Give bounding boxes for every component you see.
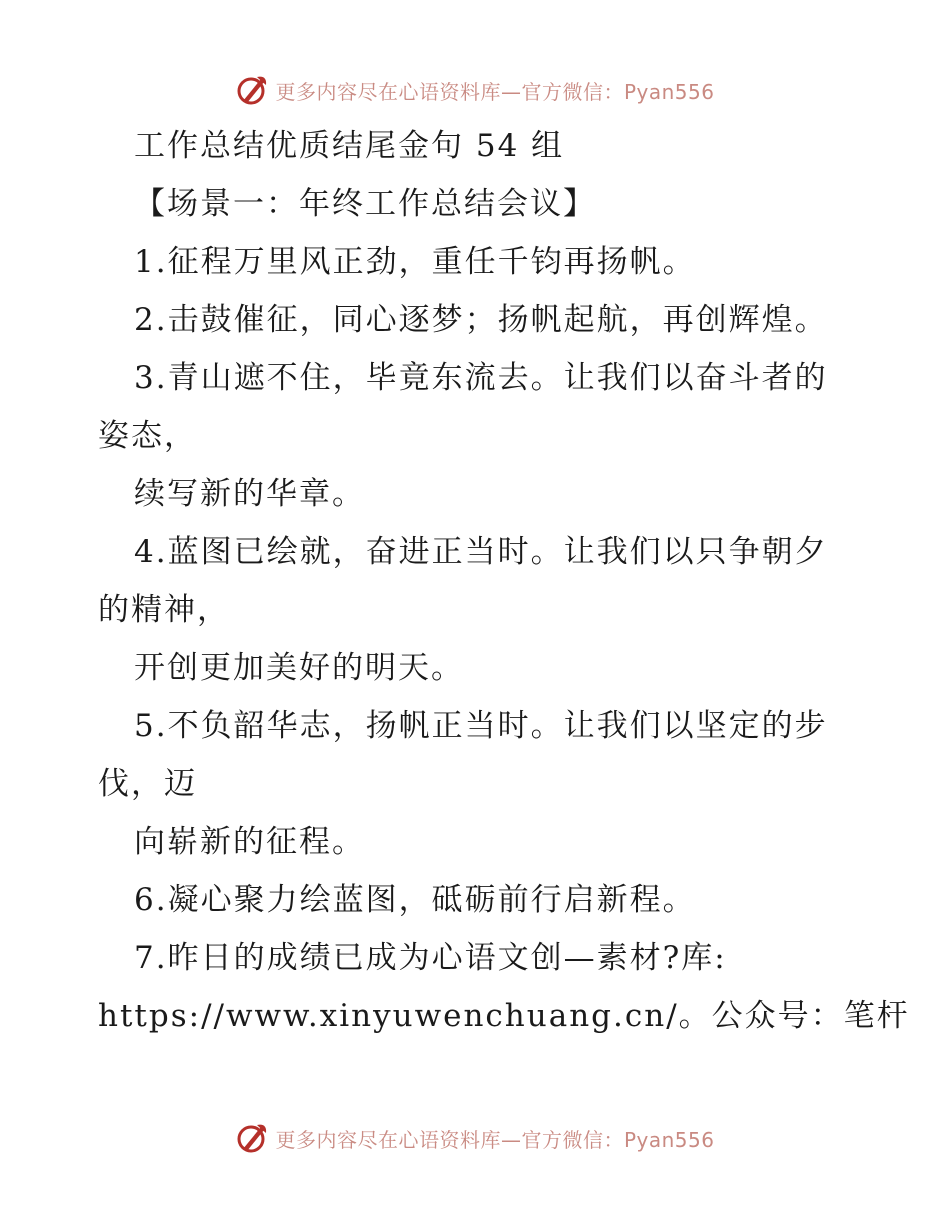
text-line: 7.昨日的成绩已成为心语文创—素材?库: <box>134 940 727 976</box>
text-line: 5.不负韶华志，扬帆正当时。让我们以坚定的步 <box>134 708 828 744</box>
footer-banner <box>0 1118 950 1158</box>
text-line: 开创更加美好的明天。 <box>134 650 464 686</box>
header-banner-text: 更多内容尽在心语资料库—官方微信：Pyan556 <box>275 79 715 104</box>
header-banner <box>0 70 950 110</box>
text-line: 2.击鼓催征，同心逐梦；扬帆起航，再创辉煌。 <box>134 302 828 338</box>
text-line: 续写新的华章。 <box>134 476 365 512</box>
section-heading: 【场景一：年终工作总结会议】 <box>134 186 596 222</box>
document-title: 工作总结优质结尾金句 54 组 <box>134 128 565 164</box>
text-line: 1.征程万里风正劲，重任千钧再扬帆。 <box>134 244 696 280</box>
text-line: 4.蓝图已绘就，奋进正当时。让我们以只争朝夕 <box>134 534 828 570</box>
text-line: 伐，迈 <box>98 766 197 802</box>
text-line: 6.凝心聚力绘蓝图，砥砺前行启新程。 <box>134 882 696 918</box>
feather-pen-seal-logo-icon <box>235 1121 269 1155</box>
footer-banner-text: 更多内容尽在心语资料库—官方微信：Pyan556 <box>275 1127 715 1152</box>
feather-pen-seal-logo-icon <box>235 73 269 107</box>
text-line: 的精神， <box>98 592 230 628</box>
text-line: 姿态， <box>98 418 197 454</box>
text-line: 3.青山遮不住，毕竟东流去。让我们以奋斗者的 <box>134 360 828 396</box>
text-line: 向崭新的征程。 <box>134 824 365 860</box>
text-line: https://www.xinyuwenchuang.cn/。公众号：笔杆 <box>98 998 910 1034</box>
